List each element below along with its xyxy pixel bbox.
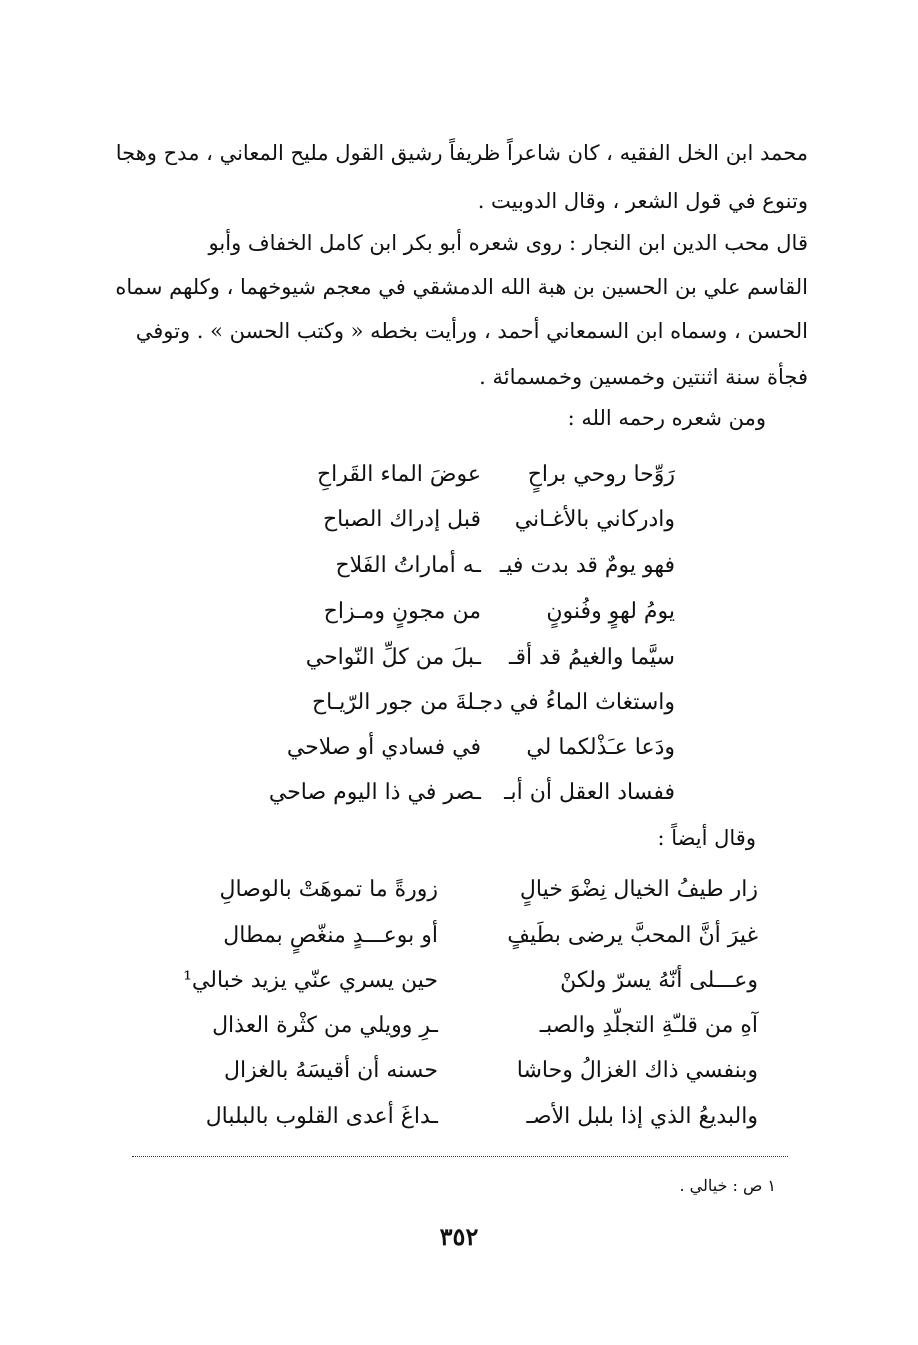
verse-second-hemistich: في فسادي أو صلاحي [286,735,481,760]
prose-line-1: محمد ابن الخل الفقيه ، كان شاعراً ظريفاً رشيق القول مليح المعاني ، مدح وهجا [115,141,808,165]
poem-intro-2: وقال أيضاً : [657,826,756,850]
verse-row [205,1097,918,1137]
verse-second-hemistich: ـرِ وويلي من كثْرة العذال [212,1013,438,1038]
verse-row [212,1006,918,1046]
verse-row [218,500,918,540]
verse-row [218,916,918,956]
prose-line-6: فجأة سنة اثنتين وخمسين وخمسمائة . [479,365,808,389]
verse-first-hemistich: وادركاني بالأغـاني [514,507,675,532]
verse-second-hemistich: زورةً ما تموهَتْ بالوصالِ [219,877,438,902]
verse-first-hemistich: غيرَ أنَّ المحبَّ يرضى بطَيفٍ [507,923,758,948]
verse-second-hemistich: حسنه أن أقيسَهُ بالغزال [224,1058,438,1083]
prose-line-2: وتنوع في قول الشعر ، وقال الدوبيت . [477,189,808,213]
verse-row [218,455,918,495]
verse-first-hemistich: فهو يومٌ قد بدت فيـ [499,553,675,578]
verse-second-hemistich: قبل إدراك الصباح [322,507,481,532]
verse-row [218,1051,918,1091]
verse-first-hemistich: ففساد العقل أن أبـ [504,780,675,805]
verse-second-hemistich: حين يسري عنّي يزيد خبالي¹ [183,968,438,993]
verse-first-hemistich: يومُ لهوٍ وفُنونٍ [546,599,675,624]
verse-second-hemistich: عوضَ الماء القَراحِ [316,462,481,487]
verse-second-hemistich: ـداغَ أعدى القلوب بالبلبال [205,1104,438,1129]
verse-row [218,592,918,632]
prose-line-4: القاسم علي بن الحسين بن هبة الله الدمشقي في معجم شيوخهما ، وكلهم سماه [115,275,808,299]
prose-line-3: قال محب الدين ابن النجار : روى شعره أبو بكر ابن كامل الخفاف وأبو [208,231,808,255]
page-number: ٣٥٢ [439,1222,479,1251]
verse-first-hemistich: واستغاث الماءُ في دجـ [472,690,675,715]
prose-line-5: الحسن ، وسماه ابن السمعاني أحمد ، ورأيت بخطه « وكتب الحسن » . وتوفي [135,319,808,343]
verse-second-hemistich: ـبلَ من كلِّ النّواحي [305,645,481,670]
verse-second-hemistich: من مجونٍ ومـزاح [323,599,481,624]
verse-first-hemistich: وبنفسي ذاك الغزالُ وحاشا [516,1058,758,1083]
poem-intro-1: ومن شعره رحمه الله : [567,406,766,430]
verse-first-hemistich: ودَعا عـَذْلكما لي [526,735,675,760]
verse-row [218,546,918,586]
verse-first-hemistich: رَوِّحا روحي براحٍ [527,462,675,487]
verse-row [218,683,918,723]
verse-second-hemistich: ـصر في ذا اليوم صاحي [268,780,481,805]
verse-row [218,773,918,813]
verse-first-hemistich: سيَّما والغيمُ قد أقـ [509,645,675,670]
footnote: ١ ص : خيالي . [679,1176,776,1195]
verse-first-hemistich: زار طيفُ الخيال نِضْوَ خيالٍ [519,877,758,902]
verse-row [218,870,918,910]
verse-second-hemistich: ـه أماراتُ الفَلاح [335,553,481,578]
verse-second-hemistich: ـلةَ من جور الرّيـاح [311,690,481,715]
verse-first-hemistich: آهِ من قلـّةِ التجلّدِ والصبـ [539,1013,758,1038]
verse-row [183,961,918,1001]
footnote-divider [132,1156,788,1157]
verse-second-hemistich: أو بوعـــدٍ منغّصٍ بمطال [223,923,438,948]
verse-first-hemistich: والبديعُ الذي إذا بلبل الأصـ [526,1104,758,1129]
verse-first-hemistich: وعـــلى أنّهُ يسرّ ولكنْ [560,968,758,993]
verse-row [218,638,918,678]
verse-row [218,728,918,768]
